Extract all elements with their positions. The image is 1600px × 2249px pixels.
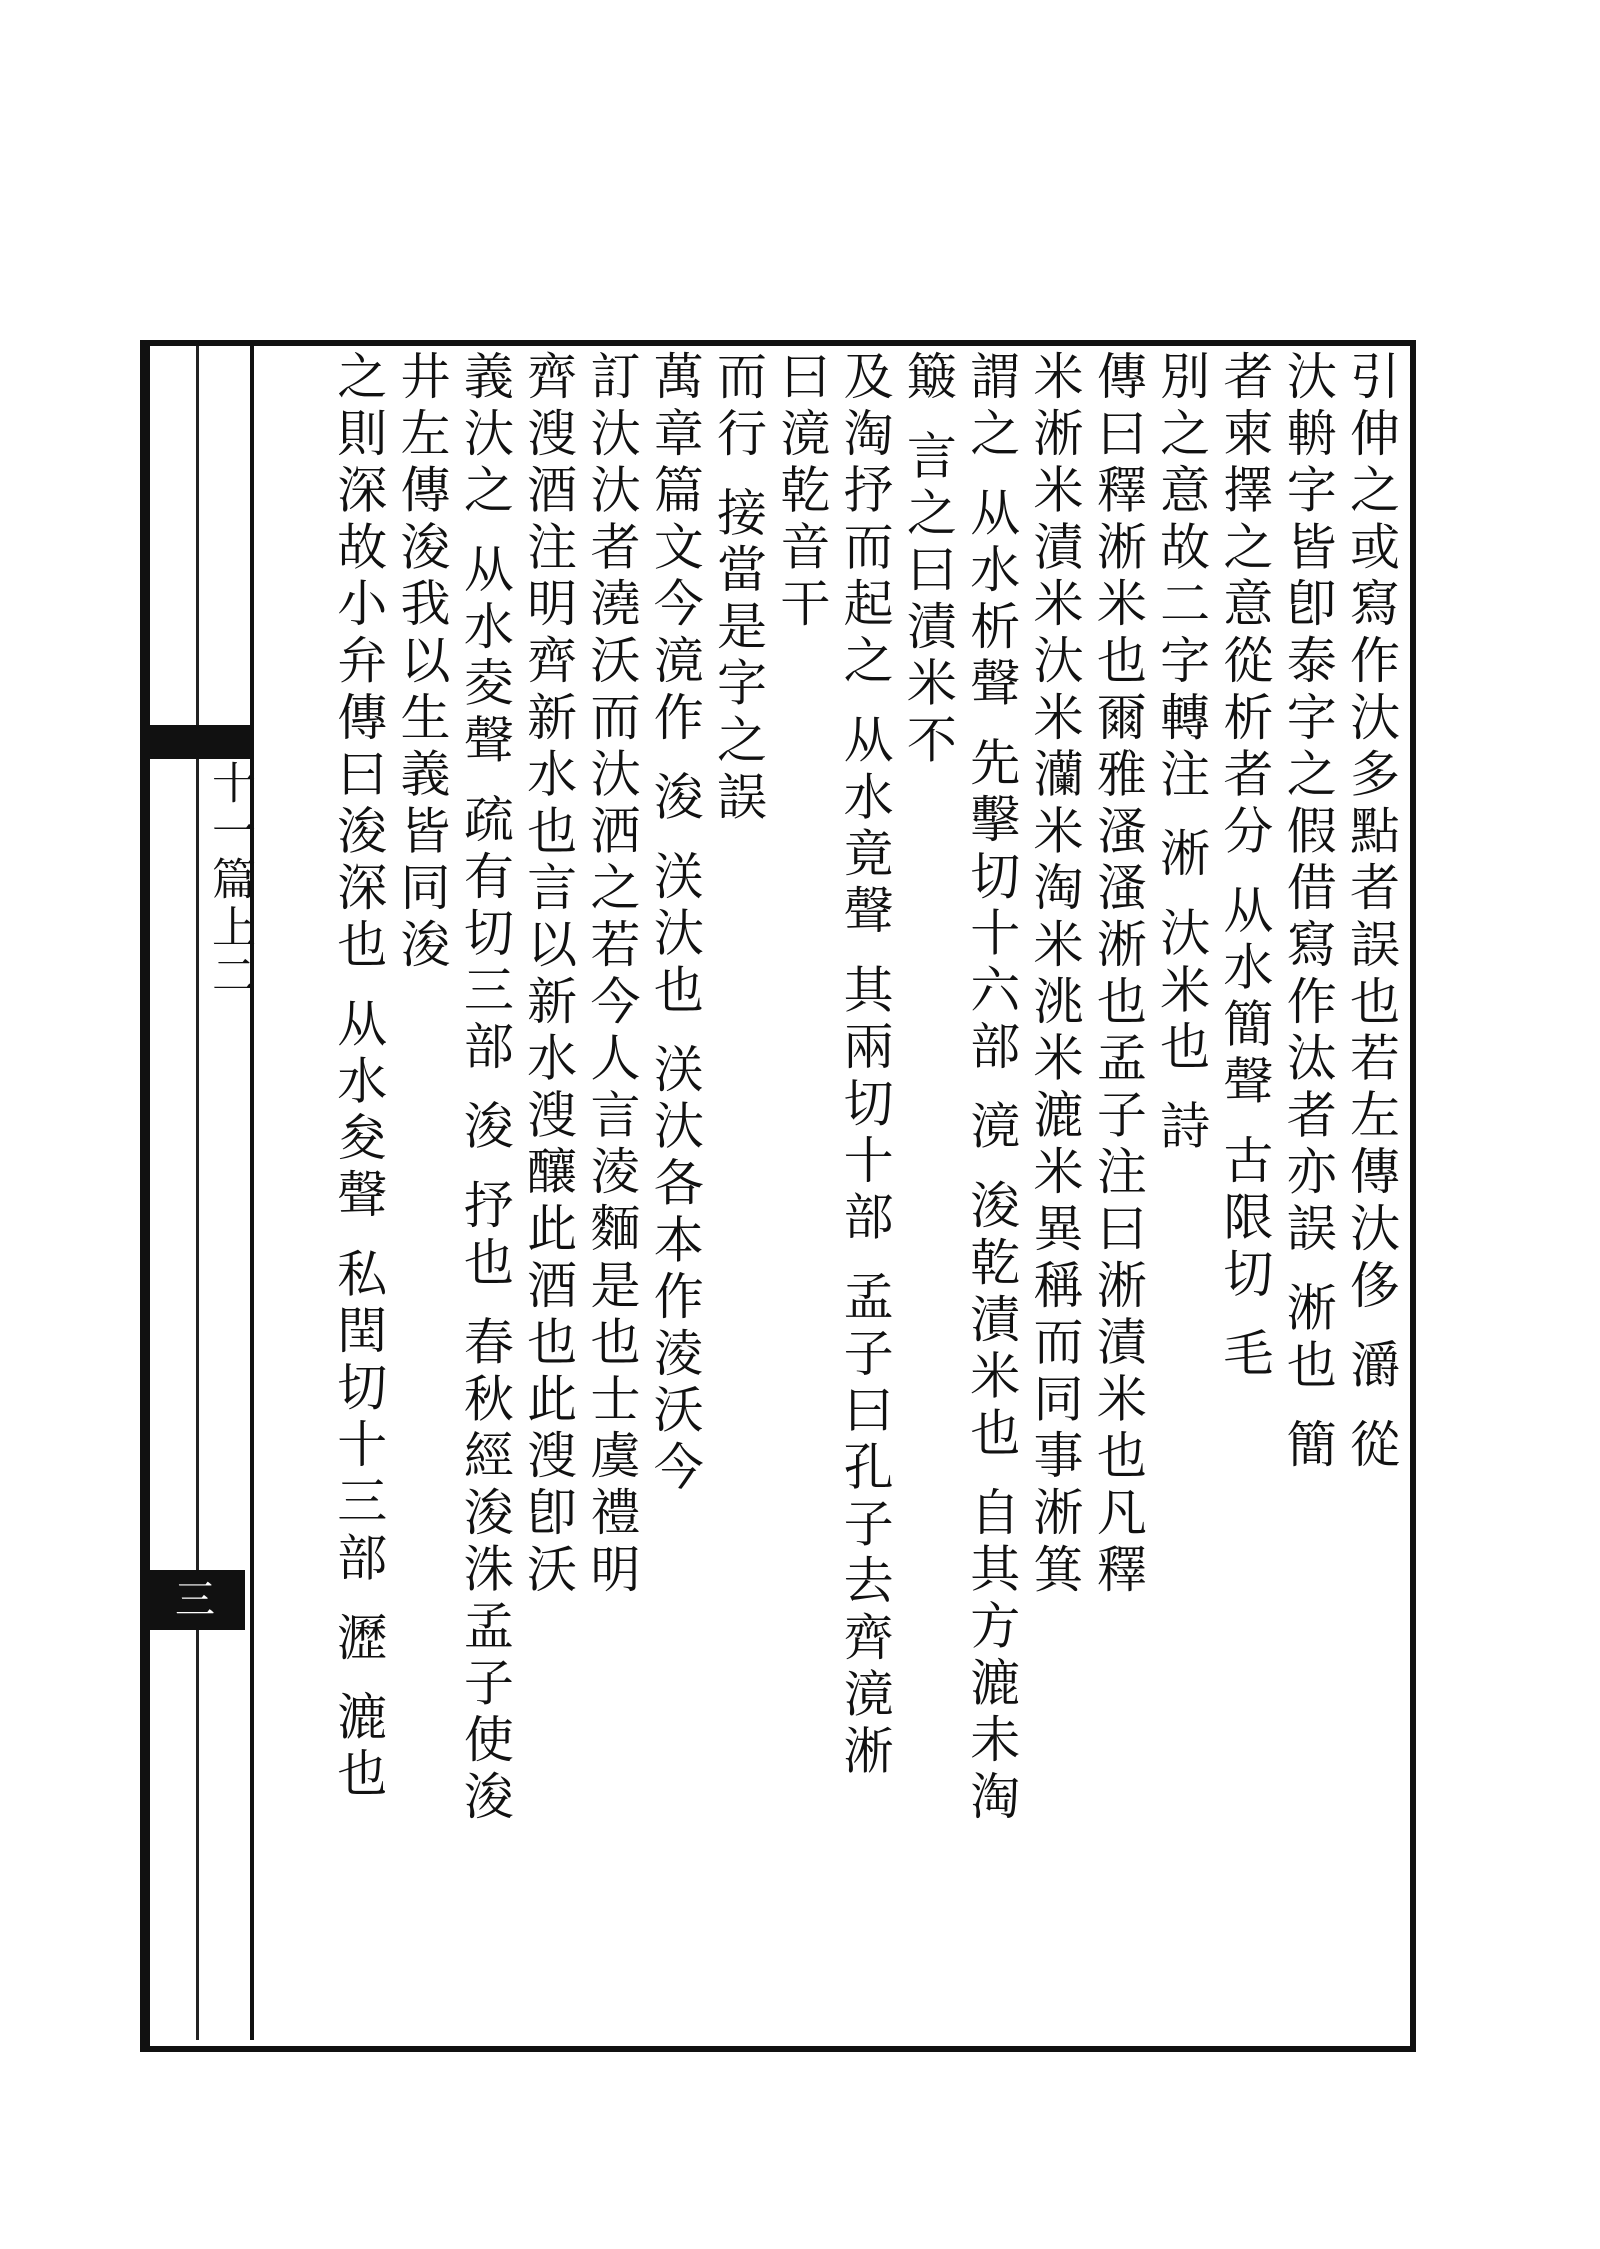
text-body <box>262 350 1402 2040</box>
text-column: 訂汏汏者澆沃而汏洒之若今人言淩麵是也士虞禮明 <box>582 350 641 1600</box>
center-fold-rule <box>196 346 199 2040</box>
text-column: 傳曰釋淅米也爾雅溞溞淅也孟子注曰淅漬米也凡釋 <box>1088 350 1147 1600</box>
text-column: 之則深故小弁傳曰浚深也 从水夋聲 私閏切十三部 瀝 漉也 <box>329 350 388 1804</box>
fish-tail-mark <box>150 725 254 759</box>
text-column: 齊溲酒注明齊新水也言以新水溲釀此酒也此溲卽沃 <box>519 350 578 1600</box>
text-column: 而行 接當是字之誤 <box>709 350 768 828</box>
volume-label: 十一篇上二 <box>204 760 255 1000</box>
text-column: 別之意故二字轉注 淅 汏米也 詩 <box>1152 350 1211 1157</box>
text-column: 引伸之或寫作汏多點者誤也若左傳汏侈 灂 從 <box>1342 350 1400 1475</box>
text-column: 謂之 从水析聲 先擊切十六部 滰 浚乾漬米也 自其方漉未淘 <box>962 350 1021 1827</box>
page-number: 三 <box>145 1570 245 1630</box>
text-column: 萬章篇文今滰作 浚 浂汏也 浂汏各本作淩沃今 <box>645 350 704 1498</box>
frame-left-border <box>140 340 150 2046</box>
text-column: 井左傳浚我以生義皆同浚 <box>392 350 451 975</box>
text-column: 者柬擇之意從析者分 从水簡聲 古限切 毛 <box>1215 350 1274 1384</box>
text-column: 汏輈字皆卽泰字之假借寫作汰者亦誤 淅也 簡 <box>1278 350 1337 1475</box>
text-column: 義汏之 从水夌聲 疏有切三部 浚 抒也 春秋經浚洙孟子使浚 <box>455 350 514 1827</box>
text-column: 簸 言之曰漬米不 <box>898 350 957 771</box>
center-fold-column <box>150 346 254 2040</box>
text-column: 米淅米漬米汏米灡米淘米洮米漉米異稱而同事淅箕 <box>1025 350 1084 1600</box>
text-column: 及淘抒而起之 从水竟聲 其兩切十部 孟子曰孔子去齊滰淅 <box>835 350 894 1782</box>
text-column: 曰滰乾音干 <box>772 350 831 634</box>
